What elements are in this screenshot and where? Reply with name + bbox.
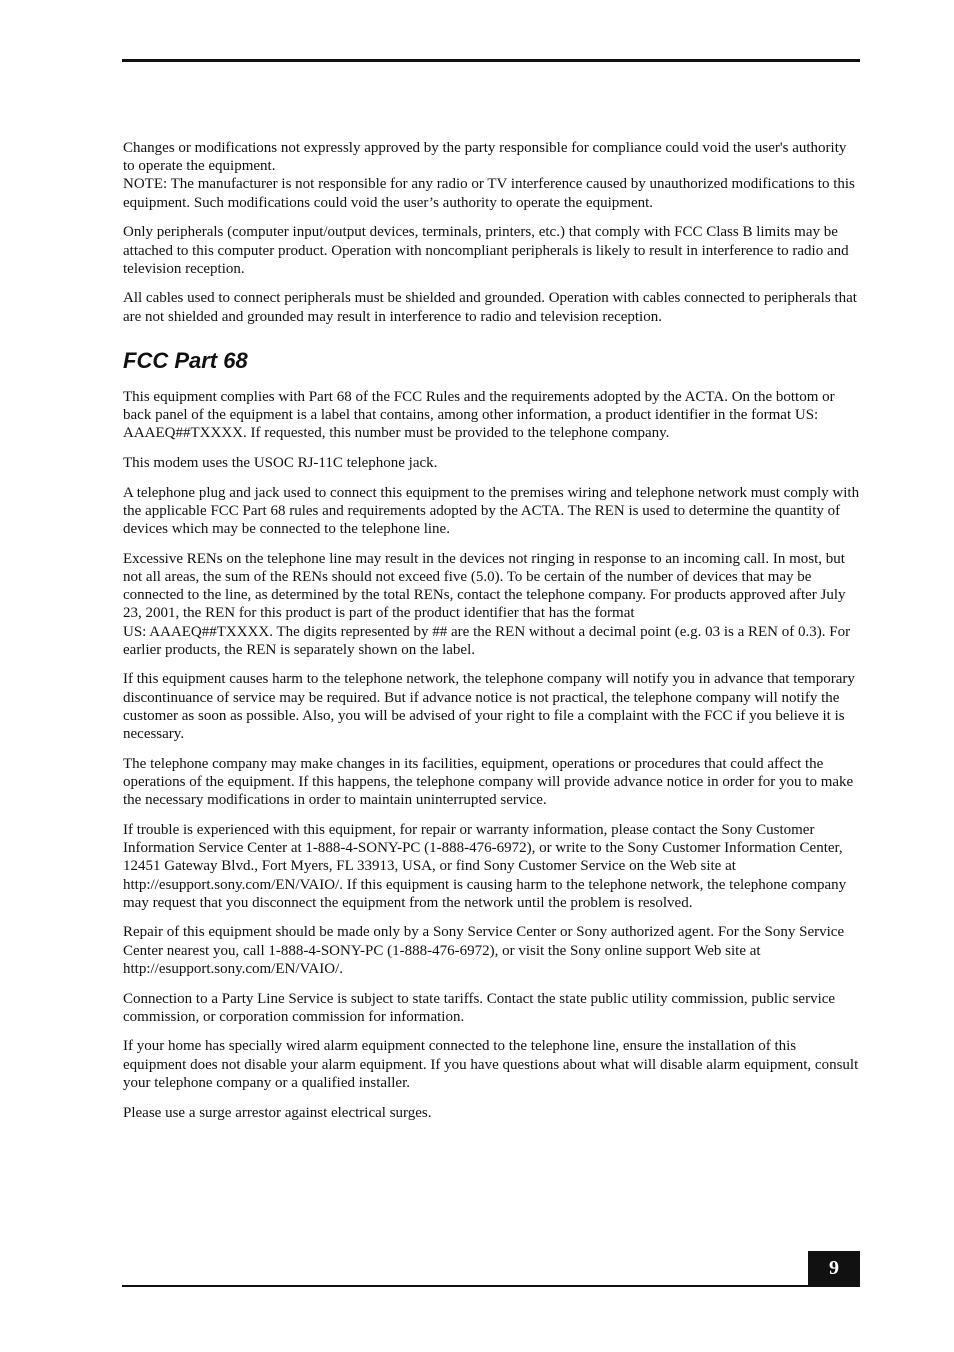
paragraph-line: Only peripherals (computer input/output devices, terminals, printers, etc.) that comply with FCC Class B limits may be attached to this computer product. Operation with noncompliant peripherals is likely to result in interference to radio and television reception.: [123, 224, 849, 277]
paragraph-facility-changes: [123, 755, 861, 810]
document-body: [123, 139, 861, 1133]
paragraph-surge: [123, 1104, 861, 1122]
paragraph-party-line: [123, 990, 861, 1026]
paragraph-cables: [123, 289, 861, 325]
paragraph-line: Please use a surge arrestor against electrical surges.: [123, 1104, 432, 1121]
paragraph-usoc-jack: [123, 454, 861, 472]
paragraph-line: Changes or modifications not expressly approved by the party responsible for compliance could void the user's authority to operate the equipment.: [123, 140, 847, 175]
footer-rule: [122, 1285, 860, 1287]
paragraph-trouble: [123, 821, 861, 912]
paragraph-line: Repair of this equipment should be made only by a Sony Service Center or Sony authorized agent. For the Sony Service Center nearest you, call 1-888-4-SONY-PC (1-888-476-6972), or visit the Sony online support Web site at http://esupport.sony.com/EN/VAIO/.: [123, 924, 845, 977]
paragraph-line: Connection to a Party Line Service is subject to state tariffs. Contact the state public utility commission, public service commission, or corporation commission for information.: [123, 990, 836, 1025]
paragraph-line: All cables used to connect peripherals must be shielded and grounded. Operation with cables connected to peripherals that are not shielded and grounded may result in interference to radio and television reception.: [123, 290, 857, 325]
paragraph-line: A telephone plug and jack used to connect this equipment to the premises wiring and telephone network must comply with the applicable FCC Part 68 rules and requirements adopted by the ACTA. The REN is used to determine the quantity of devices which may be connected to the telephone line.: [123, 484, 860, 538]
paragraph-line: Excessive RENs on the telephone line may result in the devices not ringing in response to an incoming call. In most, but not all areas, the sum of the RENs should not exceed five (5.0). To be certain of the number of devices that may be connected to the line, as determined by the total RENs, contact the telephone company. For products approved after July 23, 2001, the REN for this product is part of the product identifier that has the format: [123, 550, 846, 622]
part68-section: [123, 388, 861, 1122]
paragraph-repair: [123, 923, 861, 978]
paragraph-ren: [123, 550, 861, 659]
paragraph-line: If trouble is experienced with this equipment, for repair or warranty information, please contact the Sony Customer Information Service Center at 1-888-4-SONY-PC (1-888-476-6972), or write to the Sony Customer Information Center, 12451 Gateway Blvd., Fort Myers, FL 33913, USA, or find Sony Customer Service on the Web site at http://esupport.sony.com/EN/VAIO/. If this equipment is causing harm to the telephone network, the telephone company may request that you disconnect the equipment from the network until the problem is resolved.: [123, 821, 847, 911]
paragraph-line: If your home has specially wired alarm equipment connected to the telephone line, ensure the installation of this equipment does not disable your alarm equipment. If you have questions about what will disable alarm equipment, consult your telephone company or a qualified installer.: [123, 1038, 859, 1091]
paragraph-line: The telephone company may make changes in its facilities, equipment, operations or procedures that could affect the operations of the equipment. If this happens, the telephone company will provide advance notice in order for you to make the necessary modifications in order to maintain uninterrupted service.: [123, 755, 854, 809]
paragraph-line: NOTE: The manufacturer is not responsible for any radio or TV interference caused by unauthorized modifications to this equipment. Such modifications could void the user’s authority to operate the equipment.: [123, 176, 855, 211]
intro-section: [123, 139, 861, 326]
header-rule: [122, 59, 860, 62]
paragraph-alarm: [123, 1037, 861, 1092]
paragraph-modifications: [123, 139, 861, 212]
paragraph-plug-jack: [123, 484, 861, 539]
paragraph-peripherals: [123, 223, 861, 278]
paragraph-network-harm: [123, 670, 861, 743]
paragraph-line: If this equipment causes harm to the telephone network, the telephone company will notify you in advance that temporary discontinuance of service may be required. But if advance notice is not practical, the telephone company will notify the customer as soon as possible. Also, you will be advised of your right to file a complaint with the FCC if you believe it is necessary.: [123, 671, 855, 743]
section-heading: FCC Part 68: [123, 347, 248, 373]
paragraph-compliance: [123, 388, 861, 443]
paragraph-line: This equipment complies with Part 68 of the FCC Rules and the requirements adopted by the ACTA. On the bottom or back panel of the equipment is a label that contains, among other information, a product identifier in the format US: AAAEQ##TXXXX. If requested, this number must be provided to the telephone company.: [123, 388, 835, 442]
paragraph-line: This modem uses the USOC RJ-11C telephone jack.: [123, 454, 438, 471]
paragraph-line: US: AAAEQ##TXXXX. The digits represented by ## are the REN without a decimal point (e.g. 03 is a REN of 0.3). For earlier products, the REN is separately shown on the label.: [123, 623, 851, 658]
page-number: 9: [808, 1251, 860, 1287]
